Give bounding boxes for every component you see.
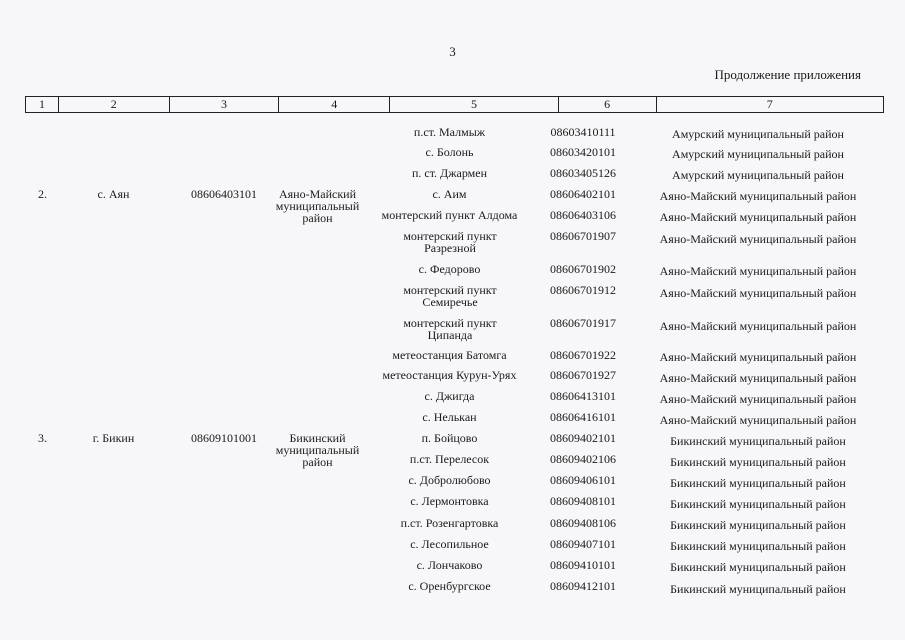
center-oktmo: 08609101001 xyxy=(191,431,257,445)
settlement-cell: с. Лесопильное xyxy=(410,537,489,551)
district-cell: Бикинский муниципальный район xyxy=(670,582,846,596)
settlement-cell: монтерский пункт Алдома xyxy=(381,208,518,222)
settlement-cell: монтерский пункт Ципанда xyxy=(403,316,497,342)
oktmo-cell: 08609408106 xyxy=(550,516,616,530)
oktmo-cell: 08606701927 xyxy=(550,368,616,382)
group-number: 3. xyxy=(38,431,47,445)
settlement-cell: с. Нелькан xyxy=(422,410,477,424)
district-cell: Аяно-Майский муниципальный район xyxy=(659,413,857,427)
settlement-cell: п.ст. Розенгартовка xyxy=(400,516,499,530)
oktmo-cell: 08609402106 xyxy=(550,452,616,466)
settlement-cell: монтерский пункт Семиречье xyxy=(403,283,497,309)
district-cell: Аяно-Майский муниципальный район xyxy=(659,371,857,385)
page-number: 3 xyxy=(449,44,456,59)
admin-center: г. Бикин xyxy=(92,431,135,445)
district-cell: Бикинский муниципальный район xyxy=(670,455,846,469)
district-cell: Бикинский муниципальный район xyxy=(670,539,846,553)
settlement-cell: с. Лончаково xyxy=(416,558,483,572)
district-cell: Амурский муниципальный район xyxy=(672,147,844,161)
settlement-cell: с. Джигда xyxy=(424,389,475,403)
oktmo-cell: 08609410101 xyxy=(550,558,616,572)
oktmo-cell: 08606701917 xyxy=(550,316,616,330)
oktmo-cell: 08606701922 xyxy=(550,348,616,362)
header-col-6: 6 xyxy=(559,97,657,112)
settlement-cell: п. ст. Джармен xyxy=(411,166,488,180)
district-cell: Аяно-Майский муниципальный район xyxy=(659,264,857,278)
continuation-label: Продолжение приложения xyxy=(714,67,861,82)
oktmo-cell: 08609406101 xyxy=(550,473,616,487)
settlement-cell: с. Федорово xyxy=(418,262,481,276)
oktmo-cell: 08606416101 xyxy=(550,410,616,424)
oktmo-cell: 08606402101 xyxy=(550,187,616,201)
oktmo-cell: 08606701912 xyxy=(550,283,616,297)
district-cell: Бикинский муниципальный район xyxy=(670,518,846,532)
oktmo-cell: 08603420101 xyxy=(550,145,616,159)
settlement-cell: с. Оренбургское xyxy=(408,579,491,593)
district-cell: Бикинский муниципальный район xyxy=(670,434,846,448)
district-cell: Аяно-Майский муниципальный район xyxy=(659,392,857,406)
settlement-cell: с. Болонь xyxy=(425,145,474,159)
settlement-cell: п. Бойцово xyxy=(421,431,478,445)
center-district: Аяно-Майский муниципальный район xyxy=(275,187,360,225)
oktmo-cell: 08606701902 xyxy=(550,262,616,276)
settlement-cell: метеостанция Курун-Урях xyxy=(382,368,517,382)
center-district: Бикинский муниципальный район xyxy=(275,431,360,469)
settlement-cell: п.ст. Малмыж xyxy=(413,125,486,139)
admin-center: с. Аян xyxy=(97,187,130,201)
settlement-cell: с. Лермонтовка xyxy=(410,494,489,508)
oktmo-cell: 08606403106 xyxy=(550,208,616,222)
district-cell: Бикинский муниципальный район xyxy=(670,560,846,574)
district-cell: Бикинский муниципальный район xyxy=(670,476,846,490)
district-cell: Аяно-Майский муниципальный район xyxy=(659,286,857,300)
oktmo-cell: 08606413101 xyxy=(550,389,616,403)
oktmo-cell: 08609402101 xyxy=(550,431,616,445)
district-cell: Аяно-Майский муниципальный район xyxy=(659,189,857,203)
oktmo-cell: 08609412101 xyxy=(550,579,616,593)
district-cell: Амурский муниципальный район xyxy=(672,168,844,182)
table-header xyxy=(25,96,884,113)
oktmo-cell: 08609408101 xyxy=(550,494,616,508)
header-col-7: 7 xyxy=(766,97,773,111)
header-col-3: 3 xyxy=(170,97,280,112)
oktmo-cell: 08603410111 xyxy=(550,125,616,139)
header-col-2: 2 xyxy=(59,97,170,112)
header-col-5: 5 xyxy=(390,97,559,112)
settlement-cell: метеостанция Батомга xyxy=(392,348,507,362)
district-cell: Аяно-Майский муниципальный район xyxy=(659,319,857,333)
settlement-cell: монтерский пункт Разрезной xyxy=(403,229,497,255)
settlement-cell: п.ст. Перелесок xyxy=(409,452,490,466)
district-cell: Амурский муниципальный район xyxy=(672,127,844,141)
header-col-4: 4 xyxy=(279,97,390,112)
district-cell: Аяно-Майский муниципальный район xyxy=(659,350,857,364)
district-cell: Аяно-Майский муниципальный район xyxy=(659,232,857,246)
center-oktmo: 08606403101 xyxy=(191,187,257,201)
oktmo-cell: 08603405126 xyxy=(550,166,616,180)
header-col-1: 1 xyxy=(26,97,59,112)
district-cell: Бикинский муниципальный район xyxy=(670,497,846,511)
oktmo-cell: 08606701907 xyxy=(550,229,616,243)
settlement-cell: с. Добролюбово xyxy=(408,473,491,487)
oktmo-cell: 08609407101 xyxy=(550,537,616,551)
district-cell: Аяно-Майский муниципальный район xyxy=(659,210,857,224)
group-number: 2. xyxy=(38,187,47,201)
settlement-cell: с. Аим xyxy=(432,187,467,201)
